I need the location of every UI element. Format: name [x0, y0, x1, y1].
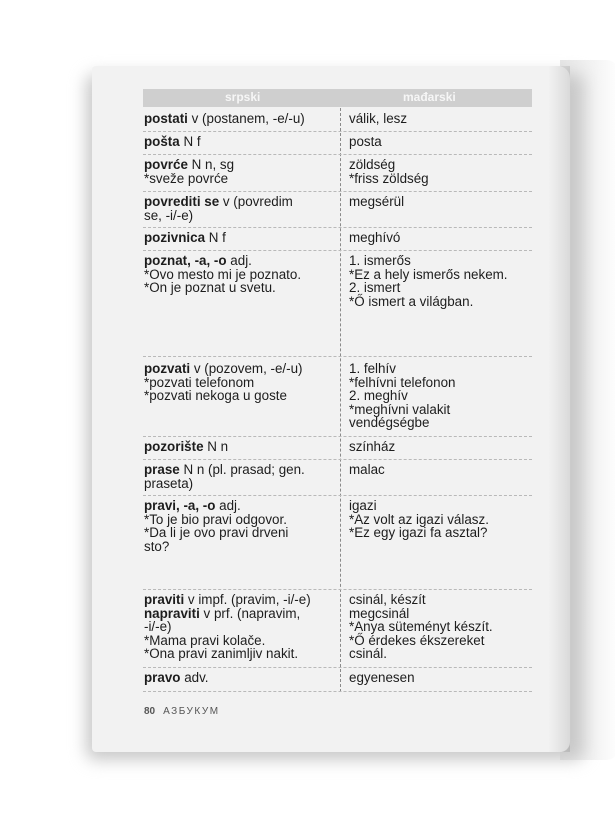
serbian-line	[144, 195, 336, 209]
hungarian-entry	[349, 671, 532, 685]
hungarian-line: *Ő érdekes ékszereket	[349, 632, 485, 648]
hungarian-line: igazi	[349, 498, 377, 513]
entry-text: se, -i/-e)	[144, 207, 194, 223]
hungarian-line: posta	[349, 134, 382, 149]
serbian-entry	[144, 671, 336, 685]
header-hungarian: mađarski	[403, 90, 456, 104]
entry-text: *pozvati telefonom	[144, 374, 255, 390]
serbian-line	[144, 526, 336, 540]
hungarian-line: malac	[349, 462, 385, 477]
dictionary-header	[143, 89, 532, 107]
hungarian-line: *meghívni valakit	[349, 401, 451, 417]
entry-separator	[143, 691, 532, 692]
serbian-entry	[144, 254, 336, 295]
entry-text: adj.	[226, 253, 252, 268]
entry-separator	[143, 250, 532, 251]
entry-text: -i/-e)	[144, 619, 172, 635]
headword: pravi, -a, -o	[144, 498, 216, 513]
serbian-line	[144, 158, 336, 172]
serbian-entry	[144, 499, 336, 553]
hungarian-entry	[349, 440, 532, 454]
hungarian-line: *Ez a hely ismerős nekem.	[349, 266, 508, 282]
serbian-line	[144, 389, 336, 403]
hungarian-line: megsérül	[349, 194, 405, 209]
headword: povrće	[144, 157, 188, 172]
hungarian-entry	[349, 158, 532, 185]
serbian-line	[144, 671, 336, 685]
serbian-entry	[144, 362, 336, 403]
hungarian-entry	[349, 195, 532, 209]
serbian-entry	[144, 195, 336, 222]
hungarian-line: színház	[349, 439, 396, 454]
serbian-entry	[144, 593, 336, 661]
entry-text: v (povredim	[219, 194, 293, 209]
hungarian-entry	[349, 463, 532, 477]
hungarian-entry	[349, 499, 532, 540]
serbian-line	[144, 607, 336, 621]
hungarian-entry	[349, 135, 532, 149]
headword: pozvati	[144, 361, 191, 376]
hungarian-entry	[349, 112, 532, 126]
serbian-line	[144, 647, 336, 661]
entry-separator	[143, 154, 532, 155]
entry-separator	[143, 589, 532, 590]
headword: prase	[144, 462, 180, 477]
headword: postati	[144, 111, 188, 126]
serbian-line	[144, 477, 336, 491]
serbian-line	[144, 376, 336, 390]
entry-text: *Ovo mesto mi je poznato.	[144, 266, 302, 282]
entry-text: *On je poznat u svetu.	[144, 280, 276, 296]
hungarian-line: 2. meghív	[349, 388, 408, 404]
hungarian-line: csinál, készít	[349, 592, 426, 607]
hungarian-line: egyenesen	[349, 670, 415, 685]
serbian-entry	[144, 231, 336, 245]
entry-text: *Mama pravi kolače.	[144, 632, 266, 648]
hungarian-line: válik, lesz	[349, 111, 408, 126]
entry-text: praseta)	[144, 475, 194, 491]
hungarian-line: *Anya süteményt készít.	[349, 619, 493, 635]
entry-text: *Ona pravi zanimljiv nakit.	[144, 646, 299, 662]
headword: pravo	[144, 670, 181, 685]
entry-text: *pozvati nekoga u goste	[144, 388, 287, 404]
entry-text: N n (pl. prasad; gen.	[179, 462, 305, 477]
hungarian-line: *felhívni telefonon	[349, 374, 456, 390]
serbian-line	[144, 463, 336, 477]
entry-text: *sveže povrće	[144, 170, 229, 186]
entry-text: adv.	[180, 670, 209, 685]
serbian-line	[144, 620, 336, 634]
entry-text: N f	[179, 134, 201, 149]
hungarian-line: *Ő ismert a világban.	[349, 293, 474, 309]
headword: pozivnica	[144, 230, 206, 245]
hungarian-entry	[349, 362, 532, 430]
hungarian-line: *Ez egy igazi fa asztal?	[349, 525, 488, 541]
serbian-line	[144, 254, 336, 268]
hungarian-entry	[349, 593, 532, 661]
spine-shade	[548, 66, 570, 752]
entry-text: adj.	[215, 498, 241, 513]
serbian-line	[144, 593, 336, 607]
hungarian-entry	[349, 254, 532, 308]
serbian-entry	[144, 463, 336, 490]
headword: povrediti se	[144, 194, 220, 209]
headword: pozorište	[144, 439, 204, 454]
headword: pošta	[144, 134, 180, 149]
page-footer	[144, 706, 220, 717]
entry-text: *To je bio pravi odgovor.	[144, 511, 287, 527]
serbian-line	[144, 634, 336, 648]
entry-text: v prf. (napravim,	[199, 605, 301, 621]
serbian-line	[144, 540, 336, 554]
serbian-line	[144, 499, 336, 513]
entry-separator	[143, 227, 532, 228]
entry-separator	[143, 667, 532, 668]
hungarian-line: 2. ismert	[349, 280, 401, 296]
entry-text: N n	[203, 439, 229, 454]
serbian-line	[144, 362, 336, 376]
serbian-line	[144, 135, 336, 149]
entry-text: N n, sg	[187, 157, 235, 172]
serbian-line	[144, 513, 336, 527]
page-number: 80	[144, 706, 156, 717]
header-serbian: srpski	[225, 90, 261, 104]
serbian-line	[144, 440, 336, 454]
entry-separator	[143, 191, 532, 192]
serbian-line	[144, 112, 336, 126]
serbian-line	[144, 268, 336, 282]
column-divider	[340, 108, 341, 692]
entry-separator	[143, 436, 532, 437]
hungarian-line: *Az volt az igazi válasz.	[349, 511, 489, 527]
entry-text: *Da li je ovo pravi drveni	[144, 525, 289, 541]
hungarian-line: 1. ismerős	[349, 253, 411, 268]
hungarian-line: csinál.	[349, 646, 387, 662]
entry-separator	[143, 356, 532, 357]
entry-text: v impf. (pravim, -i/-e)	[184, 592, 311, 607]
serbian-line	[144, 231, 336, 245]
serbian-line	[144, 209, 336, 223]
entry-text: N f	[205, 230, 226, 245]
serbian-entry	[144, 135, 336, 149]
hungarian-line: *friss zöldség	[349, 170, 429, 186]
book-title: АЗБУКУМ	[163, 706, 220, 717]
serbian-line	[144, 281, 336, 295]
entry-separator	[143, 495, 532, 496]
hungarian-line: zöldség	[349, 157, 396, 172]
entry-separator	[143, 459, 532, 460]
hungarian-entry	[349, 231, 532, 245]
hungarian-line: meghívó	[349, 230, 401, 245]
headword: poznat, -a, -o	[144, 253, 227, 268]
serbian-entry	[144, 158, 336, 185]
hungarian-line: megcsinál	[349, 605, 410, 621]
entry-text: v (pozovem, -e/-u)	[190, 361, 303, 376]
entry-text: sto?	[144, 538, 170, 554]
serbian-entry	[144, 440, 336, 454]
serbian-entry	[144, 112, 336, 126]
serbian-line	[144, 172, 336, 186]
headword: praviti	[144, 592, 185, 607]
entry-text: v (postanem, -e/-u)	[187, 111, 305, 126]
hungarian-line: vendégségbe	[349, 415, 430, 431]
entry-separator	[143, 131, 532, 132]
headword: napraviti	[144, 605, 200, 621]
hungarian-line: 1. felhív	[349, 361, 396, 376]
